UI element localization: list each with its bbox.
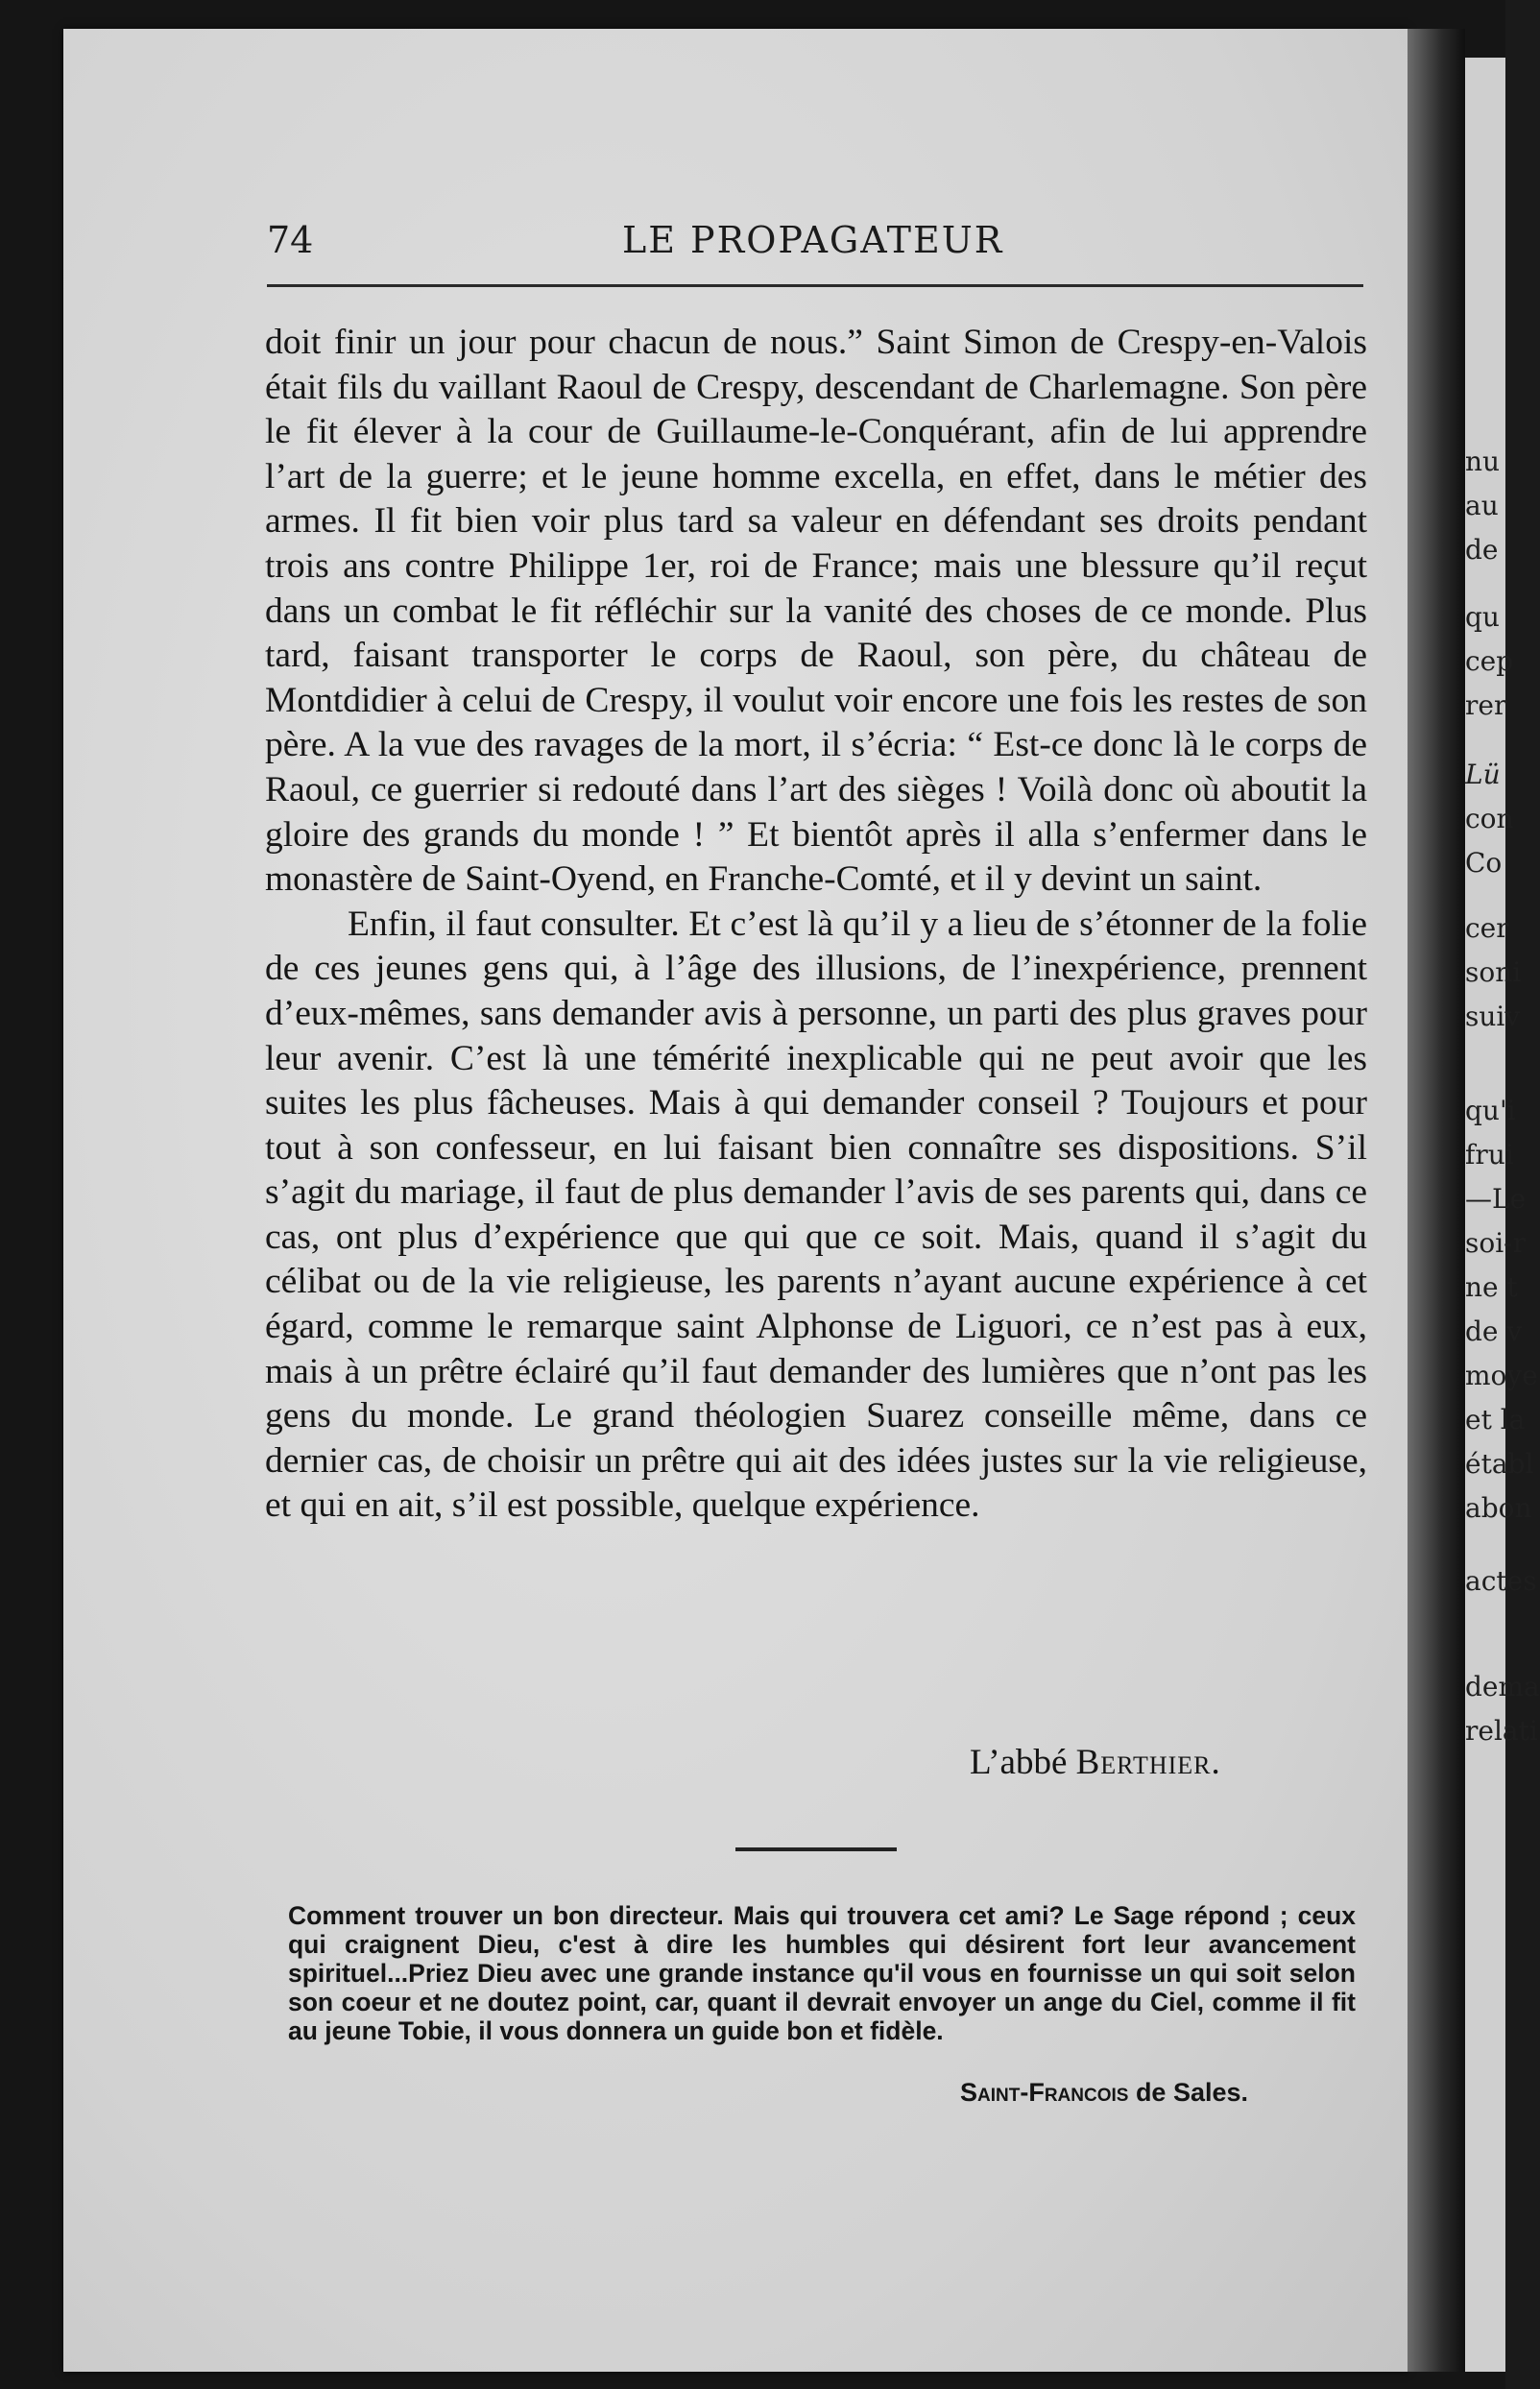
facing-text-fragment: cep [1465, 645, 1514, 677]
facing-text-fragment: dema [1465, 1671, 1540, 1702]
quote-attribution-rest: de Sales. [1128, 2078, 1249, 2107]
facing-text-fragment: abon [1465, 1492, 1532, 1524]
signature-prefix: L’abbé [970, 1743, 1076, 1782]
quote-attribution [960, 2078, 1248, 2108]
facing-text-fragment: de v [1465, 1315, 1523, 1347]
facing-text-fragment: con [1465, 803, 1514, 834]
quote-attribution-name: Saint-Francois [960, 2078, 1129, 2107]
page-header [267, 213, 1361, 271]
paragraph: doit finir un jour pour chacun de nous.” Saint Simon de Crespy-en-Valois était fils du vaillant Raoul de Crespy, descendant de Charlemagne. Son père le fit élever à la cour de Guillaume-le-Conquérant, afin de lui apprendre l’art de la guerre; et le jeune homme excella, en effet, dans le métier des armes. Il fit bien voir plus tard sa valeur en défendant ses droits pendant trois ans contre Philippe 1er, roi de France; mais une blessure qu’il reçut dans un combat le fit réfléchir sur la vanité des choses de ce monde. Plus tard, faisant transporter le corps de Raoul, son père, du château de Montdidier à celui de Crespy, il voulut voir encore une fois les restes de son père. A la vue des ravages de la mort, il s’écria: “ Est-ce donc là le corps de Raoul, ce guerrier si redouté dans l’art des sièges ! Voilà donc où aboutit la gloire des grands du monde ! ” Et bientôt après il alla s’enfermer dans le monastère de Saint-Oyend, en Franche-Comté, et il y devint un saint. [265, 323, 1367, 900]
facing-text-fragment: établ [1465, 1448, 1534, 1480]
facing-text-fragment: Lü [1465, 759, 1501, 790]
facing-text-fragment: nu [1465, 446, 1501, 477]
facing-text-fragment: soi-r [1465, 1227, 1527, 1259]
facing-text-fragment: de [1465, 534, 1499, 566]
page-number: 74 [267, 219, 314, 261]
book-gutter [1408, 29, 1465, 2372]
facing-text-fragment: et la [1465, 1404, 1526, 1436]
signature-name: Berthier. [1075, 1743, 1221, 1782]
facing-text-fragment: ne t [1465, 1271, 1518, 1303]
facing-text-fragment: cer [1465, 912, 1509, 944]
quote-text: Comment trouver un bon directeur. Mais qui trouvera cet ami? Le Sage répond ; ceux qui craignent Dieu, c'est à dire les humbles qui désirent fort leur avancement spirituel...Priez Dieu avec une grande instance qu'il vous en fournisse un qui soit selon son coeur et ne doutez point, car, quant il devrait envoyer un ange du Ciel, comme il fit au jeune Tobie, il vous donnera un guide bon et fidèle. [288, 1901, 1356, 2045]
running-title: LE PROPAGATEUR [622, 219, 1004, 261]
facing-text-fragment: actes [1465, 1565, 1537, 1597]
quote-block [265, 1901, 1356, 2045]
facing-text-fragment: suiv [1465, 1001, 1521, 1032]
facing-page-edge [1465, 58, 1540, 2372]
paragraph: Enfin, il faut consulter. Et c’est là qu’il y a lieu de s’étonner de la folie de ces jeunes gens qui, à l’âge des illusions, de l’inexpérience, prennent d’eux-mêmes, sans demander avis à personne, un parti des plus graves pour leur avenir. C’est là une témérité inexplicable qui ne peut avoir que les suites les plus fâcheuses. Mais à qui demander conseil ? Toujours et pour tout à son confesseur, en lui faisant bien connaître ses dispositions. S’il s’agit du mariage, il faut de plus demander l’avis de ses parents qui, dans ce cas, ont plus d’expérience que qui que ce soit. Mais, quand il s’agit du célibat ou de la vie religieuse, les parents n’ayant aucune expérience à cet égard, comme le remarque saint Alphonse de Liguori, ce n’est pas à eux, mais à un prêtre éclairé qu’il faut demander des lumières que n’ont pas les gens du monde. Le grand théologien Suarez conseille même, dans ce dernier cas, de choisir un prêtre qui ait des idées justes sur la vie religieuse, et qui en ait, s’il est possible, quelque expérience. [265, 904, 1367, 1526]
facing-text-fragment: qu'i [1465, 1095, 1516, 1126]
facing-text-fragment: Co [1465, 847, 1503, 879]
header-rule [267, 284, 1363, 287]
facing-text-fragment: au [1465, 490, 1499, 521]
facing-text-fragment: —Le [1465, 1183, 1527, 1215]
facing-text-fragment: soni [1465, 956, 1522, 988]
facing-text-fragment: relati [1465, 1715, 1538, 1747]
facing-text-fragment: rer [1465, 689, 1507, 721]
section-separator [735, 1847, 897, 1851]
facing-text-fragment: frui [1465, 1139, 1514, 1170]
facing-text-fragment: qu [1465, 601, 1500, 633]
facing-text-fragment: moye [1465, 1360, 1538, 1391]
author-signature [970, 1742, 1221, 1783]
body-text [265, 321, 1367, 1529]
